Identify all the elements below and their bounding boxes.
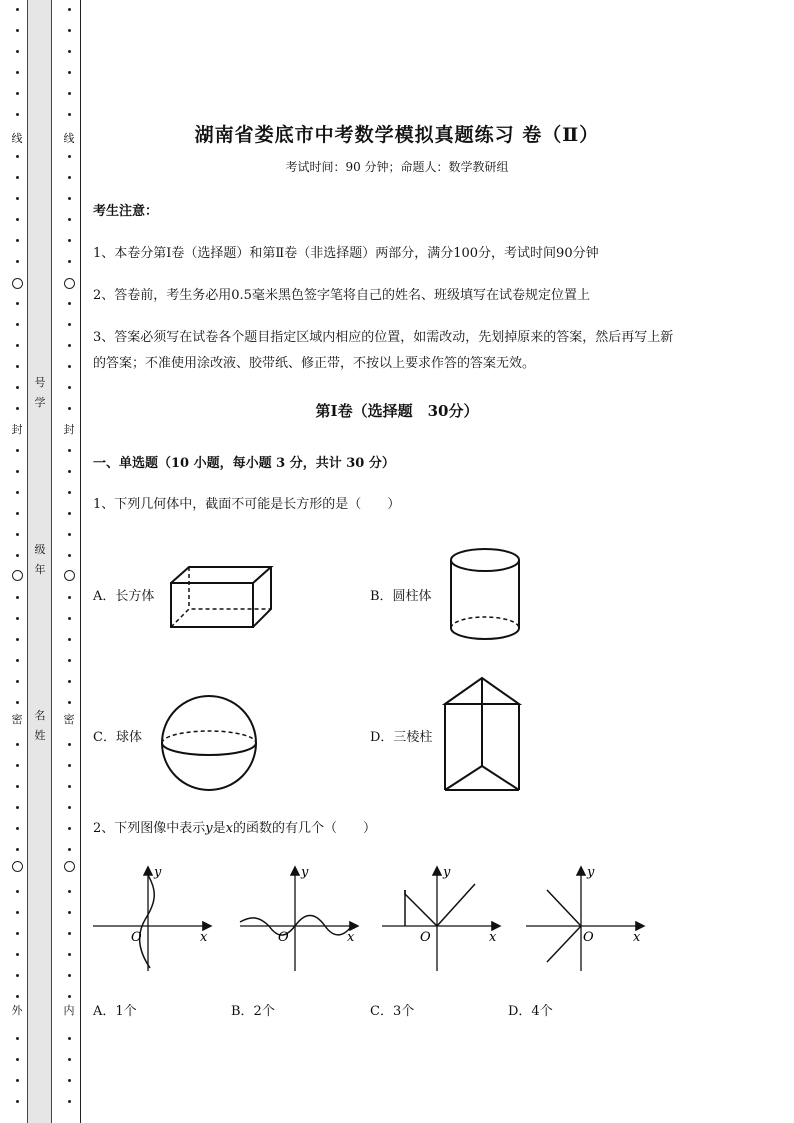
page-subtitle: 考试时间：90 分钟；命题人：数学教研组 — [285, 160, 509, 174]
seal-dot — [68, 1079, 71, 1082]
seal-dot — [68, 638, 71, 641]
seal-dot — [68, 365, 71, 368]
notice-item-2: 2、答卷前，考生务必用0.5毫米黑色签字笔将自己的姓名、班级填写在试卷规定位置上 — [93, 288, 590, 303]
seal-dot — [68, 386, 71, 389]
seal-dot — [68, 1058, 71, 1061]
seal-dot — [16, 260, 19, 263]
q1-option-d[interactable]: D．三棱柱 — [370, 730, 433, 745]
seal-dot — [16, 92, 19, 95]
seal-dot — [68, 680, 71, 683]
seal-dot — [68, 743, 71, 746]
seal-circle — [64, 278, 75, 289]
seal-dot — [16, 113, 19, 116]
graph-2-x-label: x — [347, 930, 355, 945]
page-title: 湖南省娄底市中考数学模拟真题练习 卷（Ⅱ） — [194, 124, 600, 146]
seal-dot — [68, 71, 71, 74]
seal-dot — [16, 638, 19, 641]
q2-option-c[interactable]: C．3个 — [370, 1004, 415, 1019]
seal-dot — [16, 974, 19, 977]
seal-dot — [68, 995, 71, 998]
seal-dot — [68, 218, 71, 221]
cuboid-figure — [165, 563, 277, 629]
outer-close-char: 密 — [11, 713, 23, 726]
q1-option-a[interactable]: A．长方体 — [93, 589, 155, 604]
seal-dot — [16, 680, 19, 683]
q2-option-a[interactable]: A．1个 — [93, 1004, 137, 1019]
seal-dot — [68, 911, 71, 914]
q2-var-y: y — [205, 821, 213, 836]
seal-dot — [68, 659, 71, 662]
seal-dot — [16, 827, 19, 830]
graph-2-origin: O — [278, 930, 289, 945]
seal-circle — [12, 278, 23, 289]
seal-dot — [16, 659, 19, 662]
seal-dot — [68, 239, 71, 242]
seal-dot — [16, 1058, 19, 1061]
seal-dot — [68, 92, 71, 95]
graph-4-origin: O — [583, 930, 594, 945]
notice-heading: 考生注意： — [93, 204, 159, 219]
graph-1 — [90, 860, 220, 975]
section-title: 第Ⅰ卷（选择题 30分） — [315, 402, 479, 420]
seal-dot — [68, 806, 71, 809]
seal-circle — [64, 861, 75, 872]
field-label-hao: 号 — [34, 376, 46, 389]
seal-dot — [68, 470, 71, 473]
seal-dot — [16, 932, 19, 935]
outer-seal-char: 封 — [11, 423, 23, 436]
seal-dot — [16, 323, 19, 326]
seal-dot — [68, 8, 71, 11]
seal-dot — [68, 449, 71, 452]
seal-circle — [12, 861, 23, 872]
sphere-figure — [158, 692, 260, 794]
seal-dot — [68, 701, 71, 704]
triangular-prism-figure — [440, 674, 526, 796]
q1-option-c[interactable]: C．球体 — [93, 730, 142, 745]
seal-dot — [68, 50, 71, 53]
seal-dot — [16, 554, 19, 557]
seal-dot — [16, 995, 19, 998]
seal-dot — [16, 176, 19, 179]
q1-stem: 1、下列几何体中，截面不可能是长方形的是（ ） — [93, 497, 401, 512]
seal-dot — [68, 29, 71, 32]
seal-dot — [68, 113, 71, 116]
seal-dot — [68, 785, 71, 788]
seal-dot — [16, 1100, 19, 1103]
seal-dot — [68, 848, 71, 851]
graph-3-x-label: x — [489, 930, 497, 945]
seal-dot — [16, 470, 19, 473]
seal-dot — [68, 176, 71, 179]
seal-dot — [16, 50, 19, 53]
seal-dot — [16, 764, 19, 767]
seal-dot — [16, 218, 19, 221]
graph-3 — [379, 860, 509, 975]
seal-dot — [68, 512, 71, 515]
outer-line-char: 线 — [11, 132, 23, 145]
seal-dot — [68, 764, 71, 767]
q2-var-x: x — [225, 821, 233, 836]
seal-dot — [68, 554, 71, 557]
graph-3-origin: O — [420, 930, 431, 945]
field-label-xing: 姓 — [34, 729, 46, 742]
inner-inside-char: 内 — [63, 1004, 75, 1017]
seal-dot — [16, 29, 19, 32]
graph-1-x-label: x — [200, 930, 208, 945]
cylinder-figure — [446, 546, 524, 644]
seal-dot — [16, 848, 19, 851]
notice-item-3-cont: 的答案；不准使用涂改液、胶带纸、修正带，不按以上要求作答的答案无效。 — [93, 356, 536, 371]
seal-dot — [68, 596, 71, 599]
q2-stem-mid: 是 — [212, 821, 226, 836]
notice-item-1: 1、本卷分第Ⅰ卷（选择题）和第Ⅱ卷（非选择题）两部分，满分100分，考试时间90分钟 — [93, 246, 599, 261]
q2-stem-pre: 2、下列图像中表示 — [93, 821, 206, 836]
seal-dot — [68, 974, 71, 977]
seal-dot — [68, 323, 71, 326]
seal-dot — [16, 1079, 19, 1082]
part-title: 一、单选题（10 小题，每小题 3 分，共计 30 分） — [93, 456, 395, 471]
seal-dot — [16, 197, 19, 200]
field-label-ming: 名 — [34, 709, 46, 722]
seal-dot — [16, 701, 19, 704]
seal-dot — [16, 890, 19, 893]
q2-stem — [93, 817, 376, 836]
seal-dot — [16, 533, 19, 536]
seal-dot — [68, 932, 71, 935]
seal-dot — [16, 1037, 19, 1040]
seal-dot — [16, 911, 19, 914]
graph-4 — [523, 860, 653, 975]
graph-2 — [237, 860, 367, 975]
q2-stem-post: 的函数的有几个（ ） — [233, 821, 377, 836]
inner-line-char: 线 — [63, 132, 75, 145]
seal-dot — [16, 743, 19, 746]
graph-2-y-label: y — [301, 865, 309, 880]
seal-dot — [16, 596, 19, 599]
seal-circle — [64, 570, 75, 581]
seal-dot — [68, 617, 71, 620]
seal-dot — [68, 890, 71, 893]
graph-1-origin: O — [131, 930, 142, 945]
seal-dot — [16, 8, 19, 11]
seal-dot — [68, 302, 71, 305]
seal-dot — [68, 953, 71, 956]
seal-dot — [68, 533, 71, 536]
field-label-xue: 学 — [34, 396, 46, 409]
seal-dot — [16, 344, 19, 347]
graph-1-y-label: y — [154, 865, 162, 880]
field-label-ji: 级 — [34, 543, 46, 556]
seal-dot — [68, 260, 71, 263]
inner-close-char: 密 — [63, 713, 75, 726]
q2-option-b[interactable]: B．2个 — [231, 1004, 275, 1019]
seal-dot — [16, 386, 19, 389]
seal-dot — [68, 1100, 71, 1103]
seal-dot — [68, 1037, 71, 1040]
seal-dot — [16, 512, 19, 515]
seal-circle — [12, 570, 23, 581]
q1-option-b[interactable]: B．圆柱体 — [370, 589, 432, 604]
seal-dot — [16, 953, 19, 956]
outer-outside-char: 外 — [11, 1004, 23, 1017]
seal-dot — [16, 71, 19, 74]
seal-dot — [16, 785, 19, 788]
seal-dot — [16, 239, 19, 242]
q2-option-d[interactable]: D．4个 — [508, 1004, 553, 1019]
inner-seal-char: 封 — [63, 423, 75, 436]
seal-dot — [16, 449, 19, 452]
seal-dot — [68, 491, 71, 494]
seal-dot — [68, 344, 71, 347]
seal-dot — [16, 617, 19, 620]
notice-item-3: 3、答案必须写在试卷各个题目指定区域内相应的位置，如需改动，先划掉原来的答案，然后再写上新 — [93, 330, 674, 345]
field-label-nian: 年 — [34, 563, 46, 576]
graph-4-x-label: x — [633, 930, 641, 945]
seal-dot — [16, 491, 19, 494]
graph-4-y-label: y — [587, 865, 595, 880]
seal-dot — [68, 827, 71, 830]
seal-dot — [16, 365, 19, 368]
seal-dot — [16, 806, 19, 809]
seal-dot — [68, 197, 71, 200]
seal-dot — [16, 302, 19, 305]
graph-3-y-label: y — [443, 865, 451, 880]
